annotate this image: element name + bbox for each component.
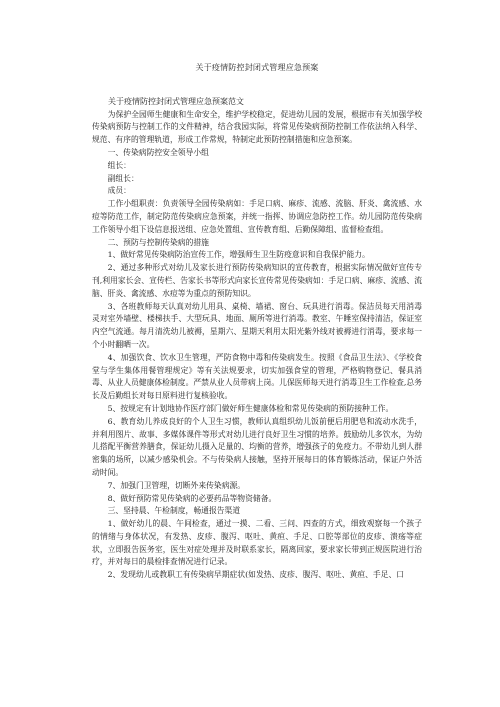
section-heading-2: 二、预防与控制传染病的措施	[107, 237, 209, 247]
measure-4: 4、加强饮食、饮水卫生管理，严防食物中毒和传染病发生。按照《食品卫生法》、《学校食堂与学生集体用餐管理规定》等有关法规要求，切实加强食堂的管理，严格购物登记、餐具消毒、从业人员健康体检制度。严禁从业人员带病上岗。儿保医师每天进行消毒卫生工作检查,总务长及后勤组长对每日原料进行复核验收。	[92, 352, 422, 401]
measure-8: 8、做好预防常见传染病的必要药品等物资储备。	[107, 493, 277, 503]
duties-paragraph: 工作小组职责：负责领导全园传染病如：手足口病、麻疹、流感、流脑、肝炎、禽流感、水痘等防范工作，制定防范传染病应急预案，并统一指挥、协调应急防控工作。幼儿园防范传染病工作领导小组下设信息报送组、应急处置组、宣传教育组、后勤保障组、监督检查组。	[92, 199, 422, 234]
check-item-2: 2、发现幼儿或教职工有传染病早期症状(如发热、皮疹、腹泻、呕吐、黄疸、手足、口	[107, 570, 405, 580]
measure-5: 5、按规定有计划地协作医疗部门做好师生健康体检和常见传染病的预防接种工作。	[107, 403, 394, 413]
check-item-1: 1、做好幼儿的晨、午间检查，通过一摸、二看、三问、四查的方式，细致观察每一个孩子的情绪与身体状况，有发热、皮疹、腹泻、呕吐、黄疸、手足、口腔等部位的皮疹、溃疡等症状，立即报告医务室，医生对症处理并及时联系家长，隔离回家，要求家长带到正规医院进行治疗，并对每日的晨检排查情况进行记录。	[92, 519, 422, 567]
measure-1: 1、做好常见传染病防治宣传工作，增强师生卫生防疫意识和自我保护能力。	[107, 250, 370, 260]
measure-7: 7、加强门卫管理，切断外来传染病源。	[107, 480, 246, 490]
section-heading-1: 一、传染病防控安全领导小组	[107, 147, 209, 157]
measure-3: 3、各班教师每天认真对幼儿用具、桌椅、墙裙、窗台、玩具进行消毒。保洁员每天用消毒灵对室外墙壁、楼梯扶手、大型玩具、地面、厕所等进行消毒。教室、午睡室保持清洁，保证室内空气流通。每月清洗幼儿被褥，星期六、星期天利用太阳光紫外线对被褥进行消毒，要求每一个小时翻晒一次。	[92, 301, 422, 349]
deputy-leader-line: 副组长：	[107, 173, 139, 183]
document-title: 关于疫情防控封闭式管理应急预案	[195, 63, 319, 72]
measure-6: 6、教育幼儿养成良好的个人卫生习惯，教师认真组织幼儿饭前便后用肥皂和流动水洗手，并利用图片、故事、多媒体课件等形式对幼儿进行良好卫生习惯的培养。鼓励幼儿多饮水，为幼儿搭配平衡营养膳食，保证幼儿摄入足量的、均衡的营养，增强孩子的免疫力。不带幼儿到人群密集的场所，以减少感染机会。不与传染病人接触，坚持开展每日的体育锻炼活动，保证户外活动时间。	[92, 416, 422, 477]
intro-paragraph: 为保护全园师生健康和生命安全，维护学校稳定，促进幼儿园的发展，根据市有关加强学校传染病预防与控制工作的文件精神，结合我园实际，将常见传染病预防控制工作依法纳入科学、规范、有序的管理轨道，形成工作常规，特制定此预防控制措施和应急预案。	[92, 109, 422, 145]
measure-2: 2、通过多种形式对幼儿及家长进行预防传染病知识的宣传教育，根据实际情况做好宣传专刊,利用家长会、宣传栏、告家长书等形式向家长宣传常见传染病如：手足口病、麻疹、流感、流脑、肝炎、禽流感、水痘等为重点的预防知识。	[92, 263, 422, 298]
members-line: 成员：	[107, 186, 131, 196]
leader-line: 组长：	[107, 160, 131, 170]
document-subtitle: 关于疫情防控封闭式管理应急预案范文	[108, 97, 244, 106]
section-heading-3: 三、坚持晨、午检制度，畅通报告渠道	[107, 506, 241, 516]
